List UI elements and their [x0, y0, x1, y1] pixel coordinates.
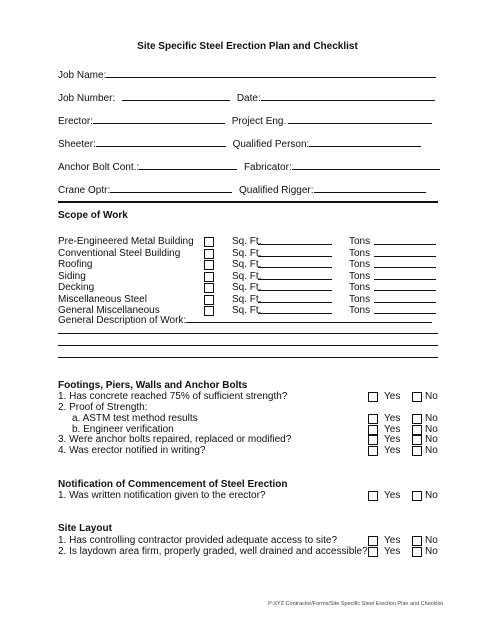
question-text: 1. Has concrete reached 75% of sufficient strength?	[58, 391, 288, 402]
question-row	[58, 535, 438, 546]
tons-blank[interactable]	[374, 279, 436, 280]
description-line[interactable]	[58, 357, 438, 358]
fabricator-label: Fabricator:	[243, 162, 292, 173]
yes-checkbox[interactable]	[368, 491, 378, 501]
qualified-rigger-label: Qualified Rigger:	[239, 185, 314, 196]
site-layout-heading: Site Layout	[58, 523, 112, 534]
no-label: No	[425, 424, 438, 435]
scope-item-label: Conventional Steel Building	[58, 247, 181, 259]
question-row	[58, 391, 438, 402]
no-checkbox[interactable]	[412, 536, 422, 546]
tons-blank[interactable]	[374, 267, 436, 268]
sheeter-row	[58, 137, 421, 150]
yes-label: Yes	[384, 434, 401, 445]
job-name-label: Job Name:	[58, 70, 107, 81]
job-number-row	[58, 91, 435, 104]
no-checkbox[interactable]	[412, 435, 422, 445]
no-label: No	[425, 535, 438, 546]
date-blank[interactable]	[261, 91, 435, 101]
crane-optr-label: Crane Optr:	[58, 185, 111, 196]
tons-label: Tons	[349, 247, 371, 259]
general-description-label: General Description of Work:	[58, 315, 187, 326]
scope-item-row	[58, 271, 438, 282]
sq-ft-label: Sq. Ft.	[232, 270, 262, 282]
question-row	[58, 413, 438, 424]
yes-checkbox[interactable]	[368, 536, 378, 546]
scope-heading: Scope of Work	[58, 210, 128, 221]
yes-no-group	[368, 391, 438, 402]
yes-no-group	[368, 413, 438, 424]
yes-no-group	[368, 546, 438, 557]
yes-no-group	[368, 490, 438, 501]
scope-item-checkbox[interactable]	[204, 249, 214, 259]
no-label: No	[425, 434, 438, 445]
erector-label: Erector:	[58, 116, 94, 127]
sq-ft-label: Sq. Ft.	[232, 259, 262, 270]
scope-item-label: Miscellaneous Steel	[58, 293, 147, 305]
date-label: Date:	[236, 93, 261, 104]
no-label: No	[425, 413, 438, 424]
qualified-rigger-blank[interactable]	[314, 183, 426, 193]
page-title: Site Specific Steel Erection Plan and Checklist	[137, 41, 358, 52]
no-checkbox[interactable]	[412, 446, 422, 456]
yes-label: Yes	[384, 424, 401, 435]
sq-ft-blank[interactable]	[258, 302, 332, 303]
sq-ft-label: Sq. Ft.	[232, 236, 262, 247]
sq-ft-label: Sq. Ft.	[232, 247, 262, 259]
question-text: 2. Is laydown area firm, properly graded, well drained and accessible?	[58, 546, 368, 557]
yes-no-group	[368, 535, 438, 546]
section-divider	[58, 201, 438, 203]
anchor-bolt-blank[interactable]	[139, 160, 237, 170]
no-label: No	[425, 546, 438, 557]
scope-item-row	[58, 236, 438, 247]
description-line[interactable]	[58, 345, 438, 346]
footings-heading: Footings, Piers, Walls and Anchor Bolts	[58, 380, 248, 391]
sq-ft-label: Sq. Ft.	[232, 293, 262, 305]
no-label: No	[425, 445, 438, 456]
scope-item-checkbox[interactable]	[204, 295, 214, 305]
question-text: 3. Were anchor bolts repaired, replaced or modified?	[58, 434, 292, 445]
tons-blank[interactable]	[374, 302, 436, 303]
question-text: 1. Was written notification given to the erector?	[58, 490, 266, 501]
tons-label: Tons	[349, 305, 371, 316]
sq-ft-blank[interactable]	[258, 279, 332, 280]
yes-label: Yes	[384, 535, 401, 546]
tons-blank[interactable]	[374, 290, 436, 291]
yes-checkbox[interactable]	[368, 547, 378, 557]
sq-ft-blank[interactable]	[258, 244, 332, 245]
no-label: No	[425, 391, 438, 402]
tons-label: Tons	[349, 282, 371, 293]
job-number-label: Job Number:	[58, 93, 116, 104]
tons-label: Tons	[349, 293, 371, 305]
job-name-blank[interactable]	[106, 68, 436, 78]
no-checkbox[interactable]	[412, 547, 422, 557]
anchor-bolt-label: Anchor Bolt Cont.:	[58, 162, 140, 173]
tons-label: Tons	[349, 236, 371, 247]
yes-no-group	[368, 445, 438, 456]
scope-item-row	[58, 294, 438, 305]
sq-ft-blank[interactable]	[258, 290, 332, 291]
tons-label: Tons	[349, 270, 371, 282]
scope-item-checkbox[interactable]	[204, 260, 214, 270]
scope-item-label: General Miscellaneous	[58, 305, 160, 316]
sheeter-blank[interactable]	[96, 137, 226, 147]
sq-ft-blank[interactable]	[258, 267, 332, 268]
question-row	[58, 546, 438, 557]
footer-path: P:XYZ Contractor/Forms/Site Specific Steel Erection Plan and Checklist	[268, 601, 443, 607]
question-text: b. Engineer verification	[72, 424, 174, 435]
question-text: 4. Was erector notified in writing?	[58, 445, 206, 456]
yes-label: Yes	[384, 391, 401, 402]
sq-ft-label: Sq. Ft.	[232, 282, 262, 293]
tons-blank[interactable]	[374, 256, 436, 257]
yes-checkbox[interactable]	[368, 446, 378, 456]
scope-item-label: Roofing	[58, 259, 93, 270]
scope-item-checkbox[interactable]	[204, 283, 214, 293]
scope-item-label: Siding	[58, 270, 86, 282]
question-row	[58, 490, 438, 501]
question-text: 2. Proof of Strength:	[58, 402, 148, 413]
yes-no-group	[368, 434, 438, 445]
question-row	[58, 434, 438, 445]
crane-optr-row	[58, 183, 426, 196]
erector-blank[interactable]	[93, 114, 225, 124]
job-name-field	[58, 68, 436, 81]
yes-checkbox[interactable]	[368, 392, 378, 402]
yes-label: Yes	[384, 490, 401, 501]
erector-row	[58, 114, 432, 127]
scope-item-row	[58, 282, 438, 293]
scope-item-row	[58, 259, 438, 270]
scope-item-row	[58, 248, 438, 259]
sq-ft-label: Sq. Ft.	[232, 305, 262, 316]
scope-item-label: Decking	[58, 282, 95, 293]
no-checkbox[interactable]	[412, 491, 422, 501]
general-description-blank[interactable]	[186, 313, 432, 323]
general-description-row	[58, 313, 432, 326]
scope-item-label: Pre-Engineered Metal Building	[58, 236, 194, 247]
question-text: 1. Has controlling contractor provided adequate access to site?	[58, 535, 338, 546]
yes-label: Yes	[384, 445, 401, 456]
scope-item-checkbox[interactable]	[204, 272, 214, 282]
fabricator-blank[interactable]	[292, 160, 440, 170]
question-text: a. ASTM test method results	[72, 413, 198, 424]
notification-heading: Notification of Commencement of Steel Erection	[58, 479, 288, 490]
scope-item-checkbox[interactable]	[204, 237, 214, 247]
job-number-blank[interactable]	[122, 91, 230, 101]
qualified-person-label: Qualified Person:	[232, 139, 310, 150]
question-row	[58, 445, 438, 456]
qualified-person-blank[interactable]	[309, 137, 421, 147]
tons-blank[interactable]	[374, 244, 436, 245]
sheeter-label: Sheeter:	[58, 139, 96, 150]
sq-ft-blank[interactable]	[258, 256, 332, 257]
no-label: No	[425, 490, 438, 501]
tons-label: Tons	[349, 259, 371, 270]
description-line[interactable]	[58, 333, 438, 334]
yes-label: Yes	[384, 413, 401, 424]
no-checkbox[interactable]	[412, 392, 422, 402]
crane-optr-blank[interactable]	[110, 183, 232, 193]
project-eng-label: Project Eng.	[231, 116, 287, 127]
yes-checkbox[interactable]	[368, 435, 378, 445]
yes-label: Yes	[384, 546, 401, 557]
question-row	[58, 402, 438, 413]
project-eng-blank[interactable]	[288, 114, 432, 124]
no-checkbox[interactable]	[412, 414, 422, 424]
yes-checkbox[interactable]	[368, 414, 378, 424]
anchor-bolt-row	[58, 160, 440, 173]
